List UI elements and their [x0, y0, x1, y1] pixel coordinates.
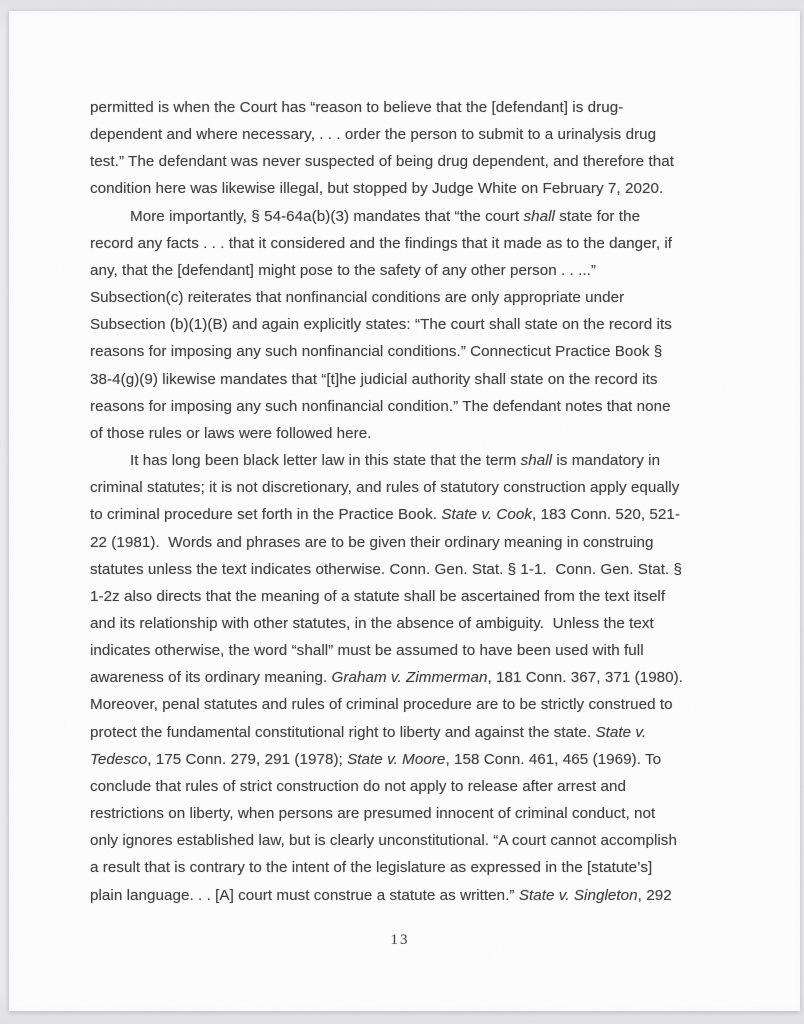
text-line [90, 284, 730, 311]
text-segment: conclude that rules of strict construction do not apply to release after arrest and [90, 777, 627, 795]
text-segment: More importantly, § 54-64a(b)(3) mandates that “the court [130, 207, 524, 225]
text-line [90, 393, 730, 420]
text-line [90, 94, 730, 121]
text-line [90, 121, 730, 148]
text-line [90, 338, 730, 365]
text-segment: criminal statutes; it is not discretionary, and rules of statutory construction apply equally [90, 479, 680, 497]
text-segment: restrictions on liberty, when persons are presumed innocent of criminal conduct, not [90, 805, 656, 823]
text-segment: protect the fundamental constitutional right to liberty and against the state. [90, 723, 596, 741]
text-segment: , 175 Conn. 279, 291 (1978); [147, 750, 348, 768]
text-line [90, 854, 730, 881]
citation-italic-segment: State v. Moore [347, 750, 446, 768]
citation-italic-segment: shall [523, 207, 555, 225]
text-line [90, 827, 730, 854]
text-line [90, 257, 730, 284]
text-line [90, 610, 730, 637]
citation-italic-segment: Tedesco [90, 750, 148, 768]
document-text [90, 94, 730, 909]
text-segment: reasons for imposing any such nonfinancial condition.” The defendant notes that none [90, 397, 671, 415]
text-line [90, 311, 730, 338]
text-segment: , 158 Conn. 461, 465 (1969). To [445, 750, 662, 768]
text-line [90, 474, 730, 501]
citation-italic-segment: shall [520, 452, 553, 470]
text-segment: is mandatory in [552, 452, 661, 470]
text-segment: condition here was likewise illegal, but stopped by Judge White on February 7, 2020. [90, 180, 664, 198]
text-line [90, 203, 730, 230]
document-page [9, 11, 800, 1011]
text-segment: 22 (1981). Words and phrases are to be given their ordinary meaning in construing [90, 533, 654, 551]
page-number: 13 [390, 932, 410, 948]
citation-italic-segment: State v. Singleton [518, 886, 638, 904]
text-segment: dependent and where necessary, . . . order the person to submit to a urinalysis drug [90, 126, 657, 144]
text-segment: reasons for imposing any such nonfinancial conditions.” Connecticut Practice Book § [90, 343, 663, 361]
text-segment: Subsection(c) reiterates that nonfinancial conditions are only appropriate under [90, 289, 625, 307]
text-segment: test.” The defendant was never suspected of being drug dependent, and therefore that [90, 153, 674, 171]
text-segment: permitted is when the Court has “reason to believe that the [defendant] is drug- [90, 99, 624, 116]
text-segment: a result that is contrary to the intent of the legislature as expressed in the [statute’s] [90, 859, 653, 877]
citation-italic-segment: State v. [595, 723, 647, 741]
text-segment: to criminal procedure set forth in the Practice Book. [90, 506, 442, 524]
text-line [90, 773, 730, 800]
text-line [90, 556, 730, 583]
text-segment: Subsection (b)(1)(B) and again explicitly states: “The court shall state on the record its [90, 316, 672, 334]
text-segment: plain language. . . [A] court must construe a statute as written.” [90, 886, 519, 904]
text-line [90, 719, 730, 746]
text-segment: Moreover, penal statutes and rules of criminal procedure are to be strictly construed to [90, 696, 673, 714]
text-segment: indicates otherwise, the word “shall” must be assumed to have been used with full [90, 642, 644, 660]
text-segment: 1-2z also directs that the meaning of a statute shall be ascertained from the text itself [90, 587, 666, 605]
text-line [90, 175, 730, 202]
text-line [90, 800, 730, 827]
text-segment: , 292 [637, 886, 672, 904]
text-line [90, 420, 730, 447]
text-segment: It has long been black letter law in this state that the term [130, 452, 521, 470]
text-segment: , 183 Conn. 520, 521- [532, 506, 681, 524]
text-line [90, 501, 730, 528]
text-segment: and its relationship with other statutes, in the absence of ambiguity. Unless the text [90, 614, 654, 632]
text-line [90, 366, 730, 393]
citation-italic-segment: Graham v. Zimmerman [331, 669, 488, 687]
text-line [90, 746, 730, 773]
text-line [90, 664, 730, 691]
text-segment: , 181 Conn. 367, 371 (1980). [487, 669, 684, 687]
text-line [90, 637, 730, 664]
text-line [90, 529, 730, 556]
text-line [90, 148, 730, 175]
text-segment: any, that the [defendant] might pose to the safety of any other person . . ...” [90, 261, 597, 279]
citation-italic-segment: State v. Cook [441, 506, 533, 524]
text-segment: record any facts . . . that it considered and the findings that it made as to the danger, if [90, 234, 673, 252]
text-line [90, 447, 730, 474]
text-segment: only ignores established law, but is clearly unconstitutional. “A court cannot accomplish [90, 832, 677, 850]
text-line [90, 583, 730, 610]
text-segment: statutes unless the text indicates otherwise. Conn. Gen. Stat. § 1-1. Conn. Gen. Stat. § [90, 560, 683, 578]
text-segment: 38-4(g)(9) likewise mandates that “[t]he judicial authority shall state on the record its [90, 370, 658, 388]
text-line [90, 882, 730, 909]
text-segment: state for the [554, 207, 641, 225]
text-segment: of those rules or laws were followed here. [90, 424, 372, 442]
text-line [90, 691, 730, 718]
text-line [90, 230, 730, 257]
text-segment: awareness of its ordinary meaning. [90, 669, 332, 687]
